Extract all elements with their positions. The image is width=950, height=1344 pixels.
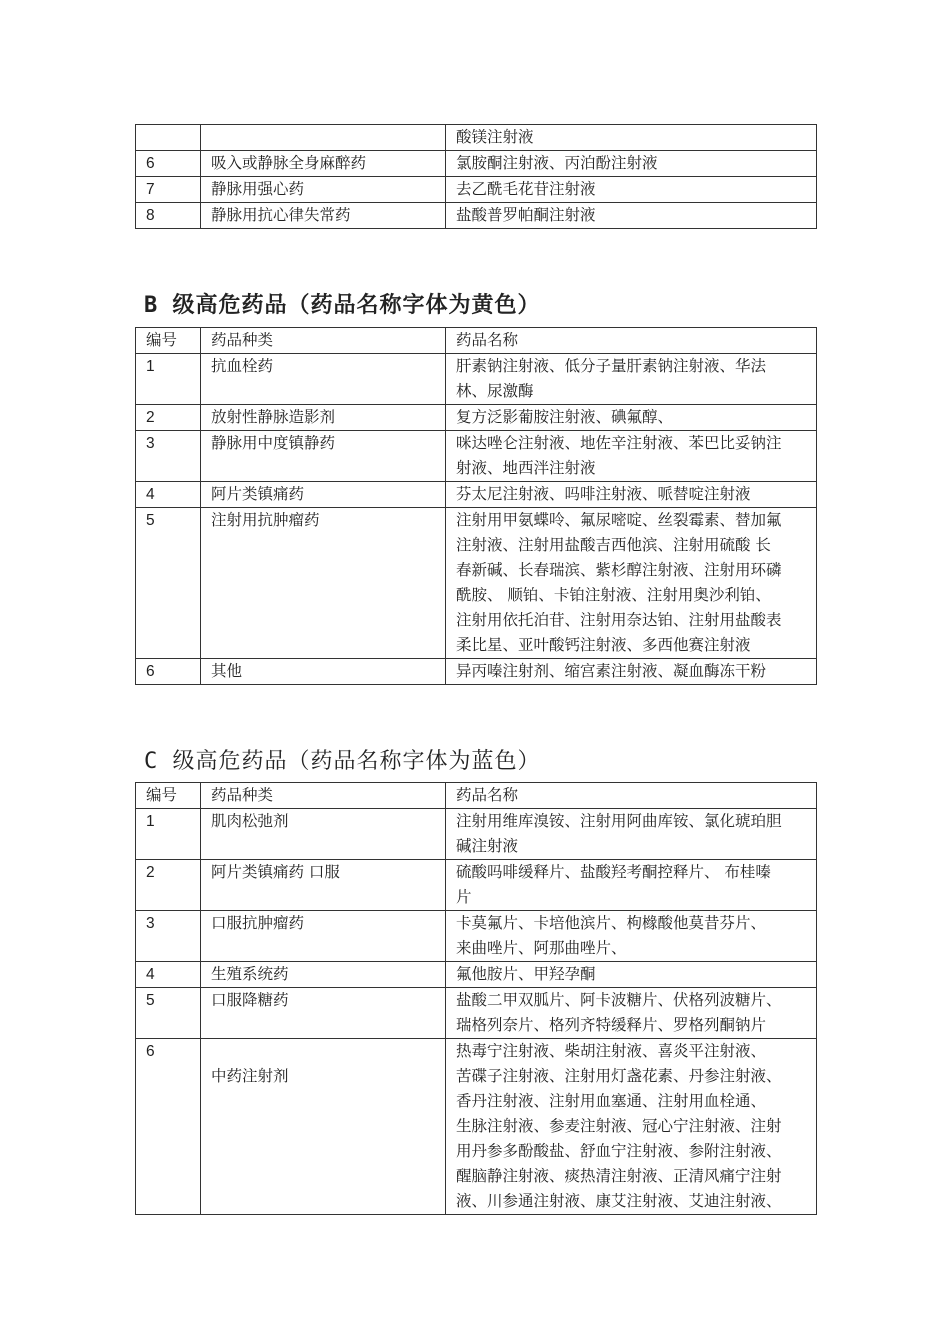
table-row <box>136 203 817 229</box>
row-number: 8 <box>136 203 201 229</box>
table-row <box>136 988 817 1039</box>
drug-names-line: 复方泛影葡胺注射液、碘氟醇、 <box>456 408 674 426</box>
category-text: 吸入或静脉全身麻醉药 <box>211 154 367 172</box>
row-number: 6 <box>136 1039 201 1215</box>
drug-names-line: 苦碟子注射液、注射用灯盏花素、丹参注射液、 <box>456 1067 782 1085</box>
table-c <box>135 782 817 1215</box>
drug-names-line: 氟他胺片、甲羟孕酮 <box>456 965 596 983</box>
row-category <box>201 482 446 508</box>
row-category <box>201 203 446 229</box>
row-number: 4 <box>136 962 201 988</box>
row-category <box>201 354 446 405</box>
row-category <box>201 431 446 482</box>
row-number: 3 <box>136 911 201 962</box>
row-number: 2 <box>136 860 201 911</box>
row-number: 1 <box>136 809 201 860</box>
drug-names-line: 注射用依托泊苷、注射用奈达铂、注射用盐酸表 <box>456 611 782 629</box>
drug-names-line: 酸镁注射液 <box>456 128 534 146</box>
section-b-heading: B 级高危药品（药品名称字体为黄色） <box>144 293 541 318</box>
row-drug-names <box>446 659 817 685</box>
drug-names-line: 林、尿激酶 <box>456 382 534 400</box>
category-text: 口服抗肿瘤药 <box>211 914 305 932</box>
table-row <box>136 1039 817 1215</box>
drug-names-line: 碱注射液 <box>456 837 519 855</box>
row-category <box>201 911 446 962</box>
table-row <box>136 659 817 685</box>
drug-names-line: 射液、地西泮注射液 <box>456 459 596 477</box>
drug-names-line: 硫酸吗啡缓释片、盐酸羟考酮控释片、 布桂嗪 <box>456 863 771 881</box>
row-category <box>201 860 446 911</box>
table-header-row <box>136 783 817 809</box>
row-number: 6 <box>136 151 201 177</box>
drug-names-line: 液、川参通注射液、康艾注射液、艾迪注射液、 <box>456 1192 782 1210</box>
category-text: 阿片类镇痛药 <box>211 485 305 503</box>
category-text: 静脉用抗心律失常药 <box>211 206 351 224</box>
table-a-continued <box>135 124 817 229</box>
row-drug-names <box>446 860 817 911</box>
header-names: 药品名称 <box>446 328 817 354</box>
row-category <box>201 405 446 431</box>
drug-names-line: 柔比星、亚叶酸钙注射液、多西他赛注射液 <box>456 636 751 654</box>
category-text: 生殖系统药 <box>211 965 289 983</box>
drug-names-line: 卡莫氟片、卡培他滨片、枸橼酸他莫昔芬片、 <box>456 914 767 932</box>
row-drug-names <box>446 151 817 177</box>
drug-names-line: 芬太尼注射液、吗啡注射液、哌替啶注射液 <box>456 485 751 503</box>
table-row <box>136 482 817 508</box>
category-text: 阿片类镇痛药 口服 <box>211 863 340 881</box>
drug-names-line: 盐酸普罗帕酮注射液 <box>456 206 596 224</box>
drug-names-line: 注射用甲氨蝶呤、氟尿嘧啶、丝裂霉素、替加氟 <box>456 511 782 529</box>
row-category <box>201 659 446 685</box>
drug-names-line: 片 <box>456 888 472 906</box>
row-number: 5 <box>136 508 201 659</box>
row-category <box>201 177 446 203</box>
table-row <box>136 177 817 203</box>
row-drug-names <box>446 911 817 962</box>
drug-names-line: 异丙嗪注射剂、缩宫素注射液、凝血酶冻干粉 <box>456 662 767 680</box>
row-drug-names <box>446 431 817 482</box>
row-drug-names <box>446 405 817 431</box>
drug-names-line: 盐酸二甲双胍片、阿卡波糖片、伏格列波糖片、 <box>456 991 782 1009</box>
row-number: 6 <box>136 659 201 685</box>
row-category <box>201 151 446 177</box>
category-text: 静脉用强心药 <box>211 180 305 198</box>
section-c-heading: C 级高危药品（药品名称字体为蓝色） <box>144 749 541 774</box>
row-number: 7 <box>136 177 201 203</box>
row-drug-names <box>446 1039 817 1215</box>
row-drug-names <box>446 809 817 860</box>
row-number: 4 <box>136 482 201 508</box>
table-row <box>136 354 817 405</box>
table-row <box>136 911 817 962</box>
drug-names-line: 热毒宁注射液、柴胡注射液、喜炎平注射液、 <box>456 1042 767 1060</box>
category-text: 注射用抗肿瘤药 <box>211 511 320 529</box>
header-category: 药品种类 <box>201 328 446 354</box>
table-row <box>136 508 817 659</box>
row-drug-names <box>446 177 817 203</box>
drug-names-line: 咪达唑仑注射液、地佐辛注射液、苯巴比妥钠注 <box>456 434 782 452</box>
row-drug-names <box>446 508 817 659</box>
drug-names-line: 去乙酰毛花苷注射液 <box>456 180 596 198</box>
drug-names-line: 用丹参多酚酸盐、舒血宁注射液、参附注射液、 <box>456 1142 782 1160</box>
header-category: 药品种类 <box>201 783 446 809</box>
table-row <box>136 962 817 988</box>
row-category <box>201 508 446 659</box>
row-number: 2 <box>136 405 201 431</box>
drug-names-line: 酰胺、 顺铂、卡铂注射液、注射用奥沙利铂、 <box>456 586 771 604</box>
row-drug-names <box>446 354 817 405</box>
table-row <box>136 809 817 860</box>
row-number: 5 <box>136 988 201 1039</box>
drug-names-line: 春新碱、长春瑞滨、紫杉醇注射液、注射用环磷 <box>456 561 782 579</box>
category-text: 口服降糖药 <box>211 991 289 1009</box>
drug-names-line: 注射液、注射用盐酸吉西他滨、注射用硫酸 长 <box>456 536 771 554</box>
drug-names-line: 来曲唑片、阿那曲唑片、 <box>456 939 627 957</box>
row-number <box>136 125 201 151</box>
table-row <box>136 125 817 151</box>
table-row <box>136 860 817 911</box>
row-drug-names <box>446 962 817 988</box>
table-b <box>135 327 817 685</box>
header-no: 编号 <box>136 783 201 809</box>
row-number: 3 <box>136 431 201 482</box>
table-header-row <box>136 328 817 354</box>
row-drug-names <box>446 988 817 1039</box>
row-drug-names <box>446 125 817 151</box>
table-row <box>136 151 817 177</box>
header-no: 编号 <box>136 328 201 354</box>
category-text: 静脉用中度镇静药 <box>211 434 336 452</box>
drug-names-line: 氯胺酮注射液、丙泊酚注射液 <box>456 154 658 172</box>
category-text: 中药注射剂 <box>211 1067 289 1085</box>
row-number: 1 <box>136 354 201 405</box>
category-text: 其他 <box>211 662 243 680</box>
category-text: 抗血栓药 <box>211 357 274 375</box>
row-category <box>201 962 446 988</box>
category-text: 放射性静脉造影剂 <box>211 408 336 426</box>
row-category <box>201 125 446 151</box>
drug-names-line: 瑞格列奈片、格列齐特缓释片、罗格列酮钠片 <box>456 1016 767 1034</box>
row-drug-names <box>446 203 817 229</box>
table-row <box>136 431 817 482</box>
drug-names-line: 醒脑静注射液、痰热清注射液、正清风痛宁注射 <box>456 1167 782 1185</box>
row-category <box>201 1039 446 1215</box>
drug-names-line: 香丹注射液、注射用血塞通、注射用血栓通、 <box>456 1092 767 1110</box>
row-drug-names <box>446 482 817 508</box>
row-category <box>201 809 446 860</box>
row-category <box>201 988 446 1039</box>
header-names: 药品名称 <box>446 783 817 809</box>
category-text: 肌肉松弛剂 <box>211 812 289 830</box>
drug-names-line: 注射用维库溴铵、注射用阿曲库铵、氯化琥珀胆 <box>456 812 782 830</box>
drug-names-line: 生脉注射液、参麦注射液、冠心宁注射液、注射 <box>456 1117 782 1135</box>
table-row <box>136 405 817 431</box>
drug-names-line: 肝素钠注射液、低分子量肝素钠注射液、华法 <box>456 357 767 375</box>
